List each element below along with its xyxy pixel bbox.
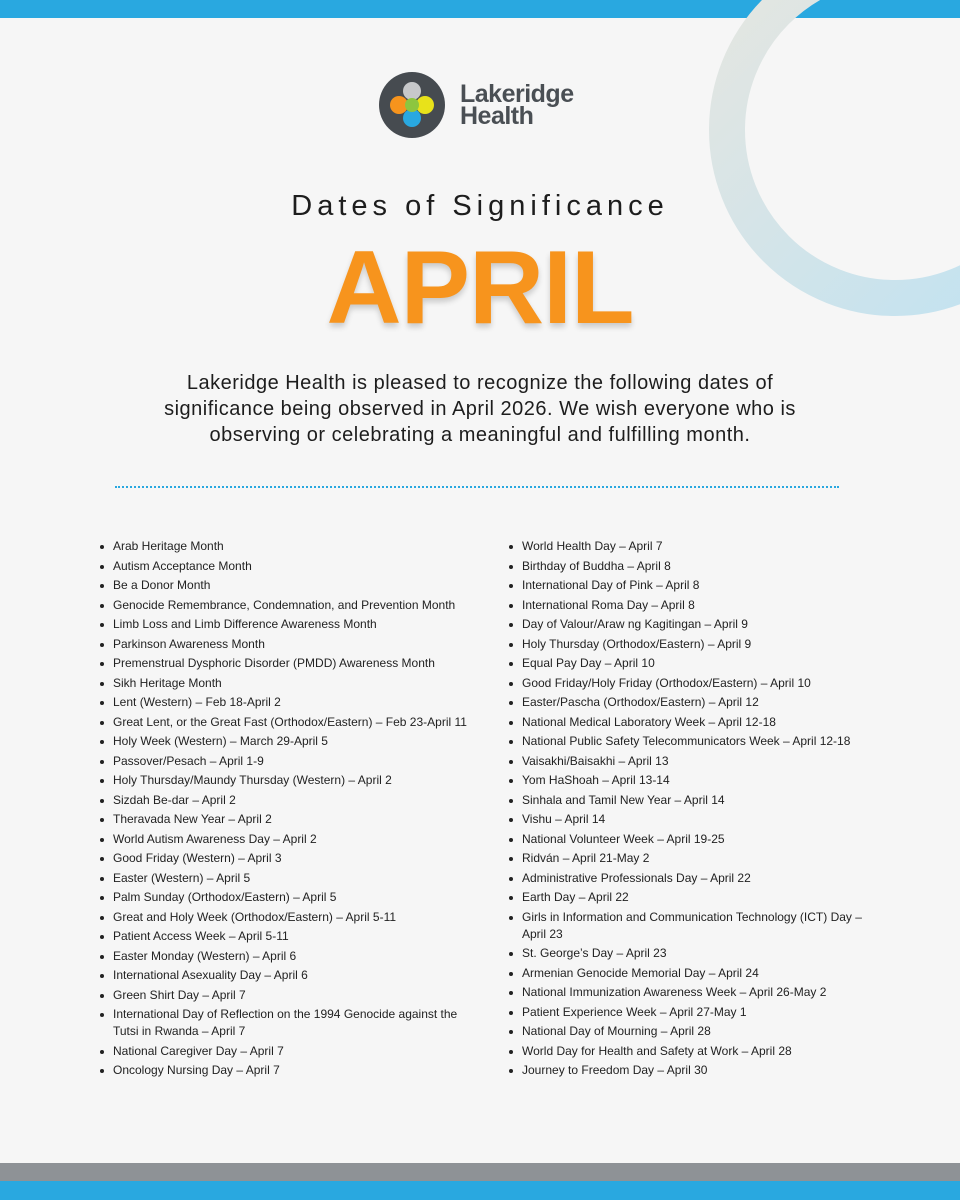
date-list-item: World Autism Awareness Day – April 2	[100, 831, 480, 848]
date-list-item: Easter Monday (Western) – April 6	[100, 948, 480, 965]
date-list-item: Good Friday (Western) – April 3	[100, 850, 480, 867]
date-list-item: Great and Holy Week (Orthodox/Eastern) – April 5-11	[100, 909, 480, 926]
date-list-item: Vaisakhi/Baisakhi – April 13	[509, 753, 869, 770]
bottom-blue-bar	[0, 1181, 960, 1200]
date-list-item: Holy Week (Western) – March 29-April 5	[100, 733, 480, 750]
date-list-item: Journey to Freedom Day – April 30	[509, 1062, 869, 1079]
date-list-item: International Asexuality Day – April 6	[100, 967, 480, 984]
date-list-item: National Medical Laboratory Week – April 12-18	[509, 714, 869, 731]
date-list-item: Premenstrual Dysphoric Disorder (PMDD) Awareness Month	[100, 655, 480, 672]
date-list-item: World Health Day – April 7	[509, 538, 869, 555]
date-list-item: Genocide Remembrance, Condemnation, and Prevention Month	[100, 597, 480, 614]
top-accent-bar	[0, 0, 960, 18]
date-list-item: Sizdah Be-dar – April 2	[100, 792, 480, 809]
date-list-item: Vishu – April 14	[509, 811, 869, 828]
date-list-item: Equal Pay Day – April 10	[509, 655, 869, 672]
date-list-item: Good Friday/Holy Friday (Orthodox/Eastern) – April 10	[509, 675, 869, 692]
date-list-item: Arab Heritage Month	[100, 538, 480, 555]
dates-list-left	[100, 538, 480, 1082]
date-list-item: Armenian Genocide Memorial Day – April 24	[509, 965, 869, 982]
logo-line-2: Health	[460, 102, 534, 130]
date-list-item: National Day of Mourning – April 28	[509, 1023, 869, 1040]
date-list-item: Green Shirt Day – April 7	[100, 987, 480, 1004]
date-list-item: Great Lent, or the Great Fast (Orthodox/Eastern) – Feb 23-April 11	[100, 714, 480, 731]
logo-line-1: Lakeridge	[460, 80, 574, 108]
date-list-item: International Day of Reflection on the 1994 Genocide against the Tutsi in Rwanda – April 7	[100, 1006, 480, 1040]
date-list-item: Patient Experience Week – April 27-May 1	[509, 1004, 869, 1021]
date-list-item: Passover/Pesach – April 1-9	[100, 753, 480, 770]
date-list-item: Oncology Nursing Day – April 7	[100, 1062, 480, 1079]
date-list-item: Autism Acceptance Month	[100, 558, 480, 575]
intro-line-3: observing or celebrating a meaningful and fulfilling month.	[209, 424, 751, 446]
dates-list-right	[509, 538, 869, 1082]
date-list-item: Easter/Pascha (Orthodox/Eastern) – April 12	[509, 694, 869, 711]
lakeridge-health-logo	[379, 72, 574, 138]
date-list-item: Yom HaShoah – April 13-14	[509, 772, 869, 789]
date-list-item: National Volunteer Week – April 19-25	[509, 831, 869, 848]
date-list-item: Ridván – April 21-May 2	[509, 850, 869, 867]
date-list-item: Patient Access Week – April 5-11	[100, 928, 480, 945]
date-list-item: Parkinson Awareness Month	[100, 636, 480, 653]
date-list-item: Day of Valour/Araw ng Kagitingan – April 9	[509, 616, 869, 633]
date-list-item: National Immunization Awareness Week – April 26-May 2	[509, 984, 869, 1001]
date-list-item: Be a Donor Month	[100, 577, 480, 594]
date-list-item: World Day for Health and Safety at Work – April 28	[509, 1043, 869, 1060]
date-list-item: Easter (Western) – April 5	[100, 870, 480, 887]
date-list-item: International Roma Day – April 8	[509, 597, 869, 614]
date-list-item: St. George’s Day – April 23	[509, 945, 869, 962]
intro-line-2: significance being observed in April 2026. We wish everyone who is	[164, 398, 796, 420]
dotted-divider	[115, 486, 839, 488]
date-list-item: Palm Sunday (Orthodox/Eastern) – April 5	[100, 889, 480, 906]
date-list-item: Birthday of Buddha – April 8	[509, 558, 869, 575]
bottom-gray-bar	[0, 1163, 960, 1181]
date-list-item: Sinhala and Tamil New Year – April 14	[509, 792, 869, 809]
date-list-item: Administrative Professionals Day – April 22	[509, 870, 869, 887]
page-subtitle: Dates of Significance	[291, 190, 669, 222]
date-list-item: Sikh Heritage Month	[100, 675, 480, 692]
date-list-item: National Caregiver Day – April 7	[100, 1043, 480, 1060]
date-list-item: International Day of Pink – April 8	[509, 577, 869, 594]
intro-line-1: Lakeridge Health is pleased to recognize the following dates of	[186, 372, 774, 394]
intro-paragraph	[120, 370, 840, 448]
date-list-item: Theravada New Year – April 2	[100, 811, 480, 828]
date-list-item: Holy Thursday/Maundy Thursday (Western) – April 2	[100, 772, 480, 789]
lakeridge-logo-icon	[379, 72, 445, 138]
date-list-item: National Public Safety Telecommunicators Week – April 12-18	[509, 733, 869, 750]
logo-wordmark	[460, 80, 574, 130]
date-list-item: Holy Thursday (Orthodox/Eastern) – April 9	[509, 636, 869, 653]
date-list-item: Lent (Western) – Feb 18-April 2	[100, 694, 480, 711]
month-title: APRIL	[326, 230, 634, 346]
date-list-item: Girls in Information and Communication Technology (ICT) Day – April 23	[509, 909, 869, 943]
date-list-item: Earth Day – April 22	[509, 889, 869, 906]
date-list-item: Limb Loss and Limb Difference Awareness Month	[100, 616, 480, 633]
